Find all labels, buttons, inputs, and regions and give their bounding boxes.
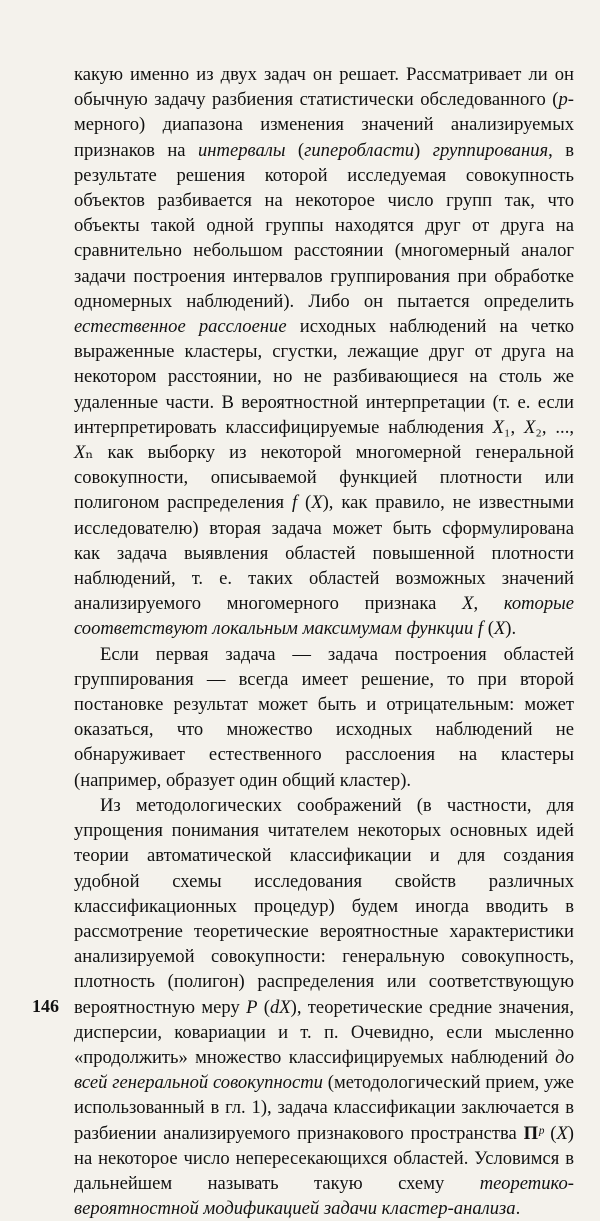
italic-run: X — [462, 593, 474, 615]
text-run: ₁, — [504, 416, 525, 438]
text-run: -мерного) диапазона изменения значений анализируемых признаков на — [74, 89, 574, 161]
page-number: 146 — [32, 996, 59, 1016]
italic-run: интервалы — [198, 139, 286, 161]
italic-run: X — [492, 416, 505, 438]
text-run: ). — [505, 618, 517, 640]
paragraph-1 — [74, 62, 574, 642]
text-run: ₙ как выборку из некоторой многомерной генеральной совокупности, описываемой функцией плотности или полигоном распределения — [74, 442, 574, 514]
text-run: ( — [483, 618, 494, 640]
text-run: ), как правило, не известными исследователю) вторая задача может быть сформулирована как задача выявления областей повышенной плотности наблюдений, т. е. таких областей возможных значений анализируемого многомерного признака — [74, 492, 574, 615]
italic-run: X — [311, 492, 323, 514]
text-run: ( — [297, 492, 312, 514]
text-run: ( — [257, 996, 270, 1018]
italic-run: гиперобласти — [304, 139, 415, 161]
text-run: (методологический прием, уже использованный в гл. 1), задача классификации заключается в разбиении анализируемого признакового пространства — [74, 1072, 574, 1144]
italic-run: dX — [269, 996, 291, 1018]
italic-run: X — [493, 618, 506, 640]
page-body — [74, 62, 574, 1221]
italic-run: теоретико-вероятностной модификацией задачи кластер-анализа — [74, 1172, 574, 1220]
italic-run: до всей генеральной совокупности — [74, 1046, 574, 1094]
text-run: исходных наблюдений на четко выраженные кластеры, сгустки, лежащие друг от друга на некотором расстоянии, но не разбивающиеся на столь же удаленные части. В вероятностной интерпретации (т. е. если интерпретировать классифицируемые наблюдения — [74, 316, 574, 438]
italic-run: P — [246, 996, 258, 1018]
text-run: , в результате решения которой исследуемая совокупность объектов разбивается на некоторое число групп так, что объекты такой одной группы находятся друг от друга на сравнительно небольшом расстоянии (многомерный аналог задачи построения интервалов группирования при обработке одномерных наблюдений). Либо он пытается определить — [74, 139, 575, 312]
italic-run: которые соответствуют локальным максимумам функции — [74, 593, 574, 640]
italic-run: f — [477, 618, 484, 640]
text-run: ₂, ..., — [535, 416, 575, 438]
text-run: какую именно из двух задач он решает. Рассматривает ли он обычную задачу разбиения статистически обследованного ( — [74, 64, 574, 111]
italic-run: p — [558, 89, 568, 111]
bold-run: Π — [523, 1122, 539, 1144]
italic-run: естественное расслоение — [74, 316, 287, 338]
text-run: ( — [285, 139, 305, 161]
text-run: ( — [543, 1122, 557, 1144]
paragraph-3 — [74, 793, 574, 1221]
text-run: . — [515, 1198, 521, 1220]
italic-run: f — [291, 492, 298, 514]
text-run: Из методологических соображений (в частности, для упрощения понимания читателем некоторых основных идей теории автоматической классификации и для создания удобной схемы исследования свойств различных классификационных процедур) будем иногда вводить в рассмотрение теоретические вероятностные характеристики анализируемой совокупности: генеральную совокупность, плотность (полигон) распределения или соответствующую вероятностную меру — [74, 794, 574, 1018]
text-run: Если первая задача — задача построения областей группирования — всегда имеет решение, то при второй постановке результат может быть и отрицательным: может оказаться, что множество исходных наблюдений не обнаруживает естественного расслоения на кластеры (например, образует один общий кластер). — [74, 643, 574, 791]
italic-run: ᵖ — [538, 1122, 544, 1144]
italic-run: X — [74, 442, 86, 464]
text-run: ), теоретические средние значения, дисперсии, ковариации и т. п. Очевидно, если мысленно «продолжить» множество классифицируемых наблюдений — [74, 996, 575, 1068]
italic-run: X — [556, 1122, 568, 1144]
italic-run: X — [524, 416, 536, 438]
text-run: ) на некоторое число непересекающихся областей. Условимся в дальнейшем называть такую схему — [74, 1122, 574, 1194]
italic-run: группирования — [432, 139, 549, 161]
text-run: , — [473, 593, 504, 615]
text-run: ) — [414, 139, 433, 161]
paragraph-2 — [74, 642, 574, 793]
